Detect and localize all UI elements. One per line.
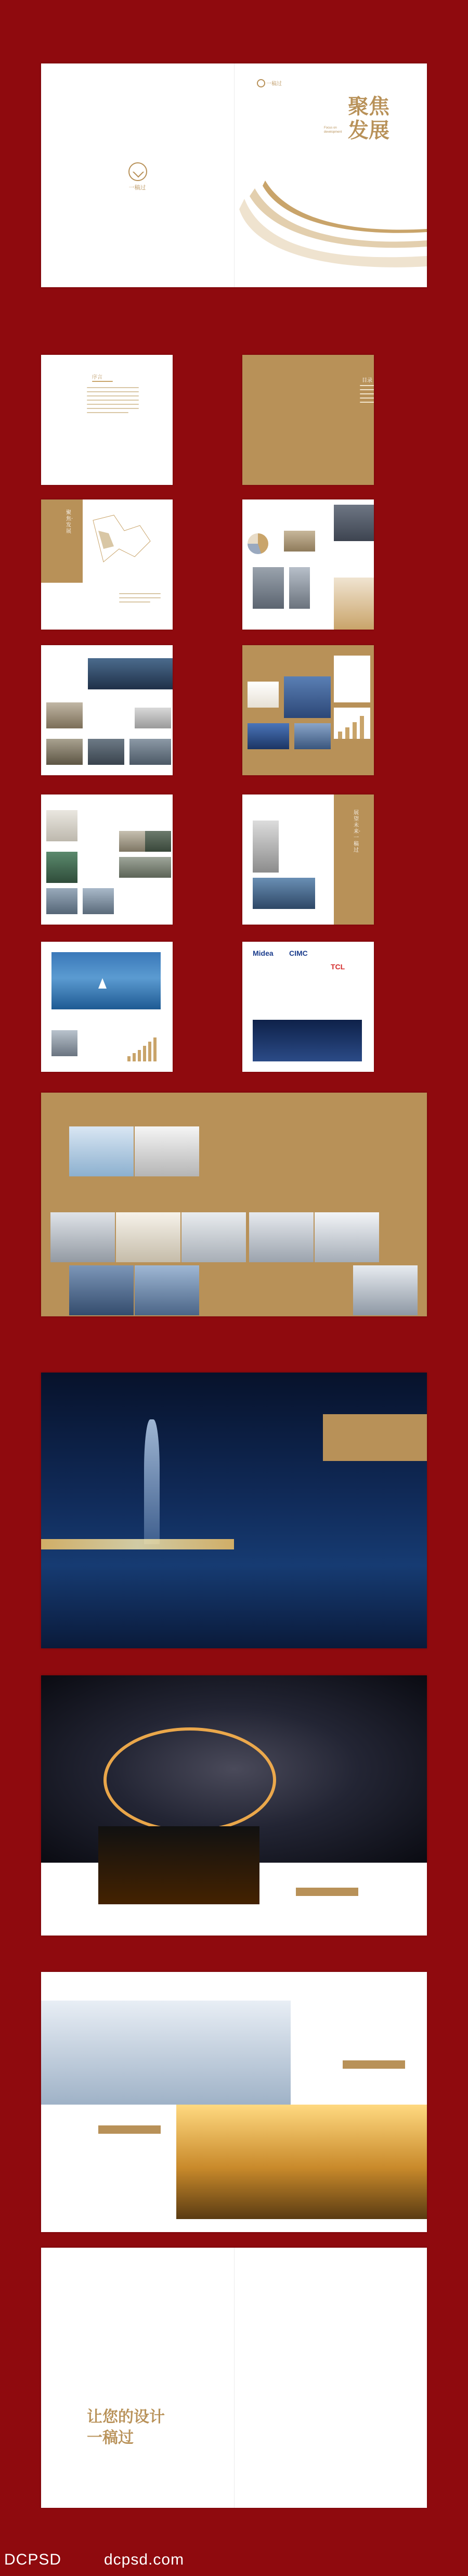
buildings-spread xyxy=(41,1972,427,2232)
closing-slogan-line2: 一稿过 xyxy=(87,2429,134,2447)
cover-swoosh-graphic xyxy=(234,168,427,287)
contents-heading: 目录 xyxy=(362,378,372,383)
spread3-photo-3 xyxy=(253,567,284,609)
spread3-vertical-title: 聚焦·发展 xyxy=(66,510,73,534)
spread3-mountain-art xyxy=(334,578,374,630)
map-illustration xyxy=(83,499,173,583)
brand-logo-3: TCL xyxy=(331,963,345,971)
brand-logo-1: Midea xyxy=(253,949,274,957)
spread3-pie-chart xyxy=(248,533,268,554)
spread8-vertical-title: 展望未来·一稿过 xyxy=(354,810,361,853)
spread3-photo-1 xyxy=(334,505,374,541)
closing-slogan-line1: 让您的设计 xyxy=(87,2408,165,2426)
footer-right-text: dcpsd.com xyxy=(104,2551,185,2568)
footer-left-text: DCPSD xyxy=(4,2551,62,2568)
cover-logo-text: 一稿过 xyxy=(128,184,146,191)
brand-logo-2: CIMC xyxy=(289,949,308,957)
night-tower-spread xyxy=(41,1373,427,1648)
closing-spine xyxy=(234,2248,235,2508)
cover-logo xyxy=(124,162,150,199)
cover-spread xyxy=(41,63,427,287)
gold-gallery-spread xyxy=(41,1093,427,1316)
spread3-left xyxy=(41,499,173,630)
spread6-left xyxy=(41,942,173,1072)
spread4-right xyxy=(242,645,374,775)
spread4-left xyxy=(41,645,173,775)
city-night-photo xyxy=(253,1020,362,1061)
closing-spread xyxy=(41,2248,427,2508)
cover-top-logo-text: 一稿过 xyxy=(266,81,282,87)
aerial-night-spread xyxy=(41,1675,427,1936)
spread3-photo-2 xyxy=(284,531,315,552)
spread3-right xyxy=(242,499,374,630)
cover-subtitle: Focus on development xyxy=(324,126,342,134)
spread3-photo-4 xyxy=(289,567,310,609)
bridge-photo xyxy=(88,658,173,689)
spread5-left xyxy=(41,794,173,925)
contents-page xyxy=(242,355,374,485)
small-logo-icon xyxy=(257,79,265,87)
preface-heading: 序言 xyxy=(92,375,102,380)
spread5-right xyxy=(242,794,374,925)
spread6-right xyxy=(242,942,374,1072)
cover-title: 聚焦发展 xyxy=(348,94,389,143)
cover-top-logo xyxy=(257,78,298,88)
preface-page xyxy=(41,355,173,485)
